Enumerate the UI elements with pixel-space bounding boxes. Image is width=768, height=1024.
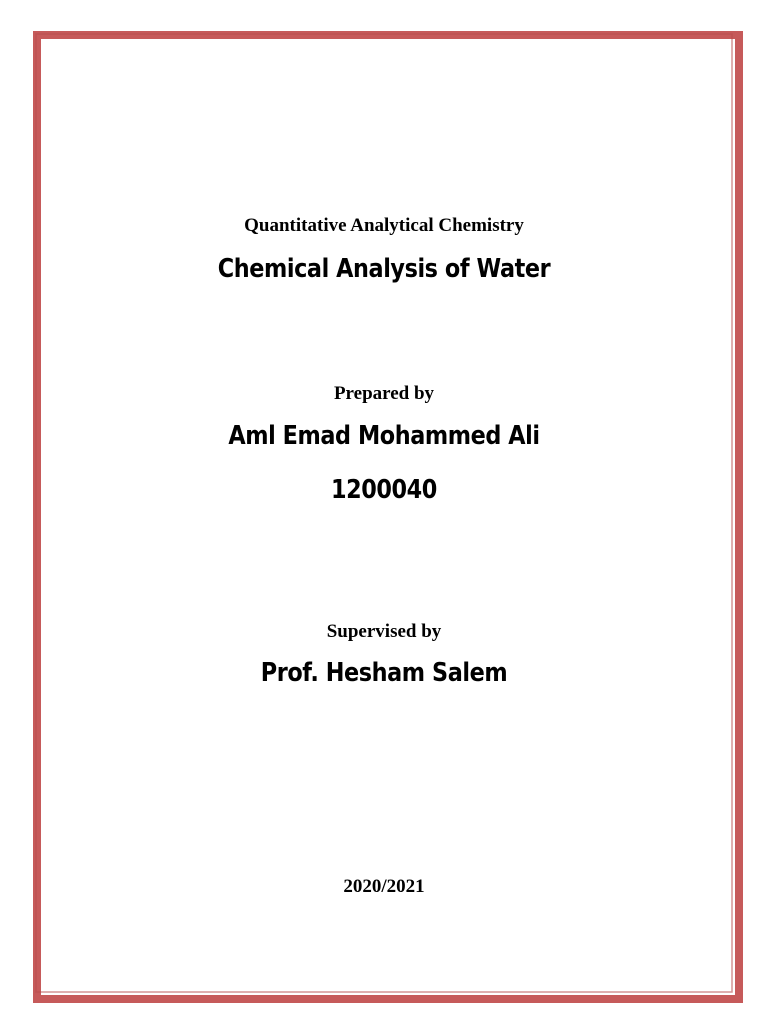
course-subject: Quantitative Analytical Chemistry (244, 215, 524, 236)
author-name: Aml Emad Mohammed Ali (228, 421, 540, 451)
page-border (33, 31, 743, 1003)
document-title: Chemical Analysis of Water (217, 254, 551, 284)
supervised-by-label: Supervised by (326, 621, 442, 642)
supervisor-name: Prof. Hesham Salem (260, 658, 508, 688)
student-id: 1200040 (331, 475, 437, 505)
prepared-by-label: Prepared by (333, 383, 435, 404)
academic-year: 2020/2021 (343, 876, 425, 897)
